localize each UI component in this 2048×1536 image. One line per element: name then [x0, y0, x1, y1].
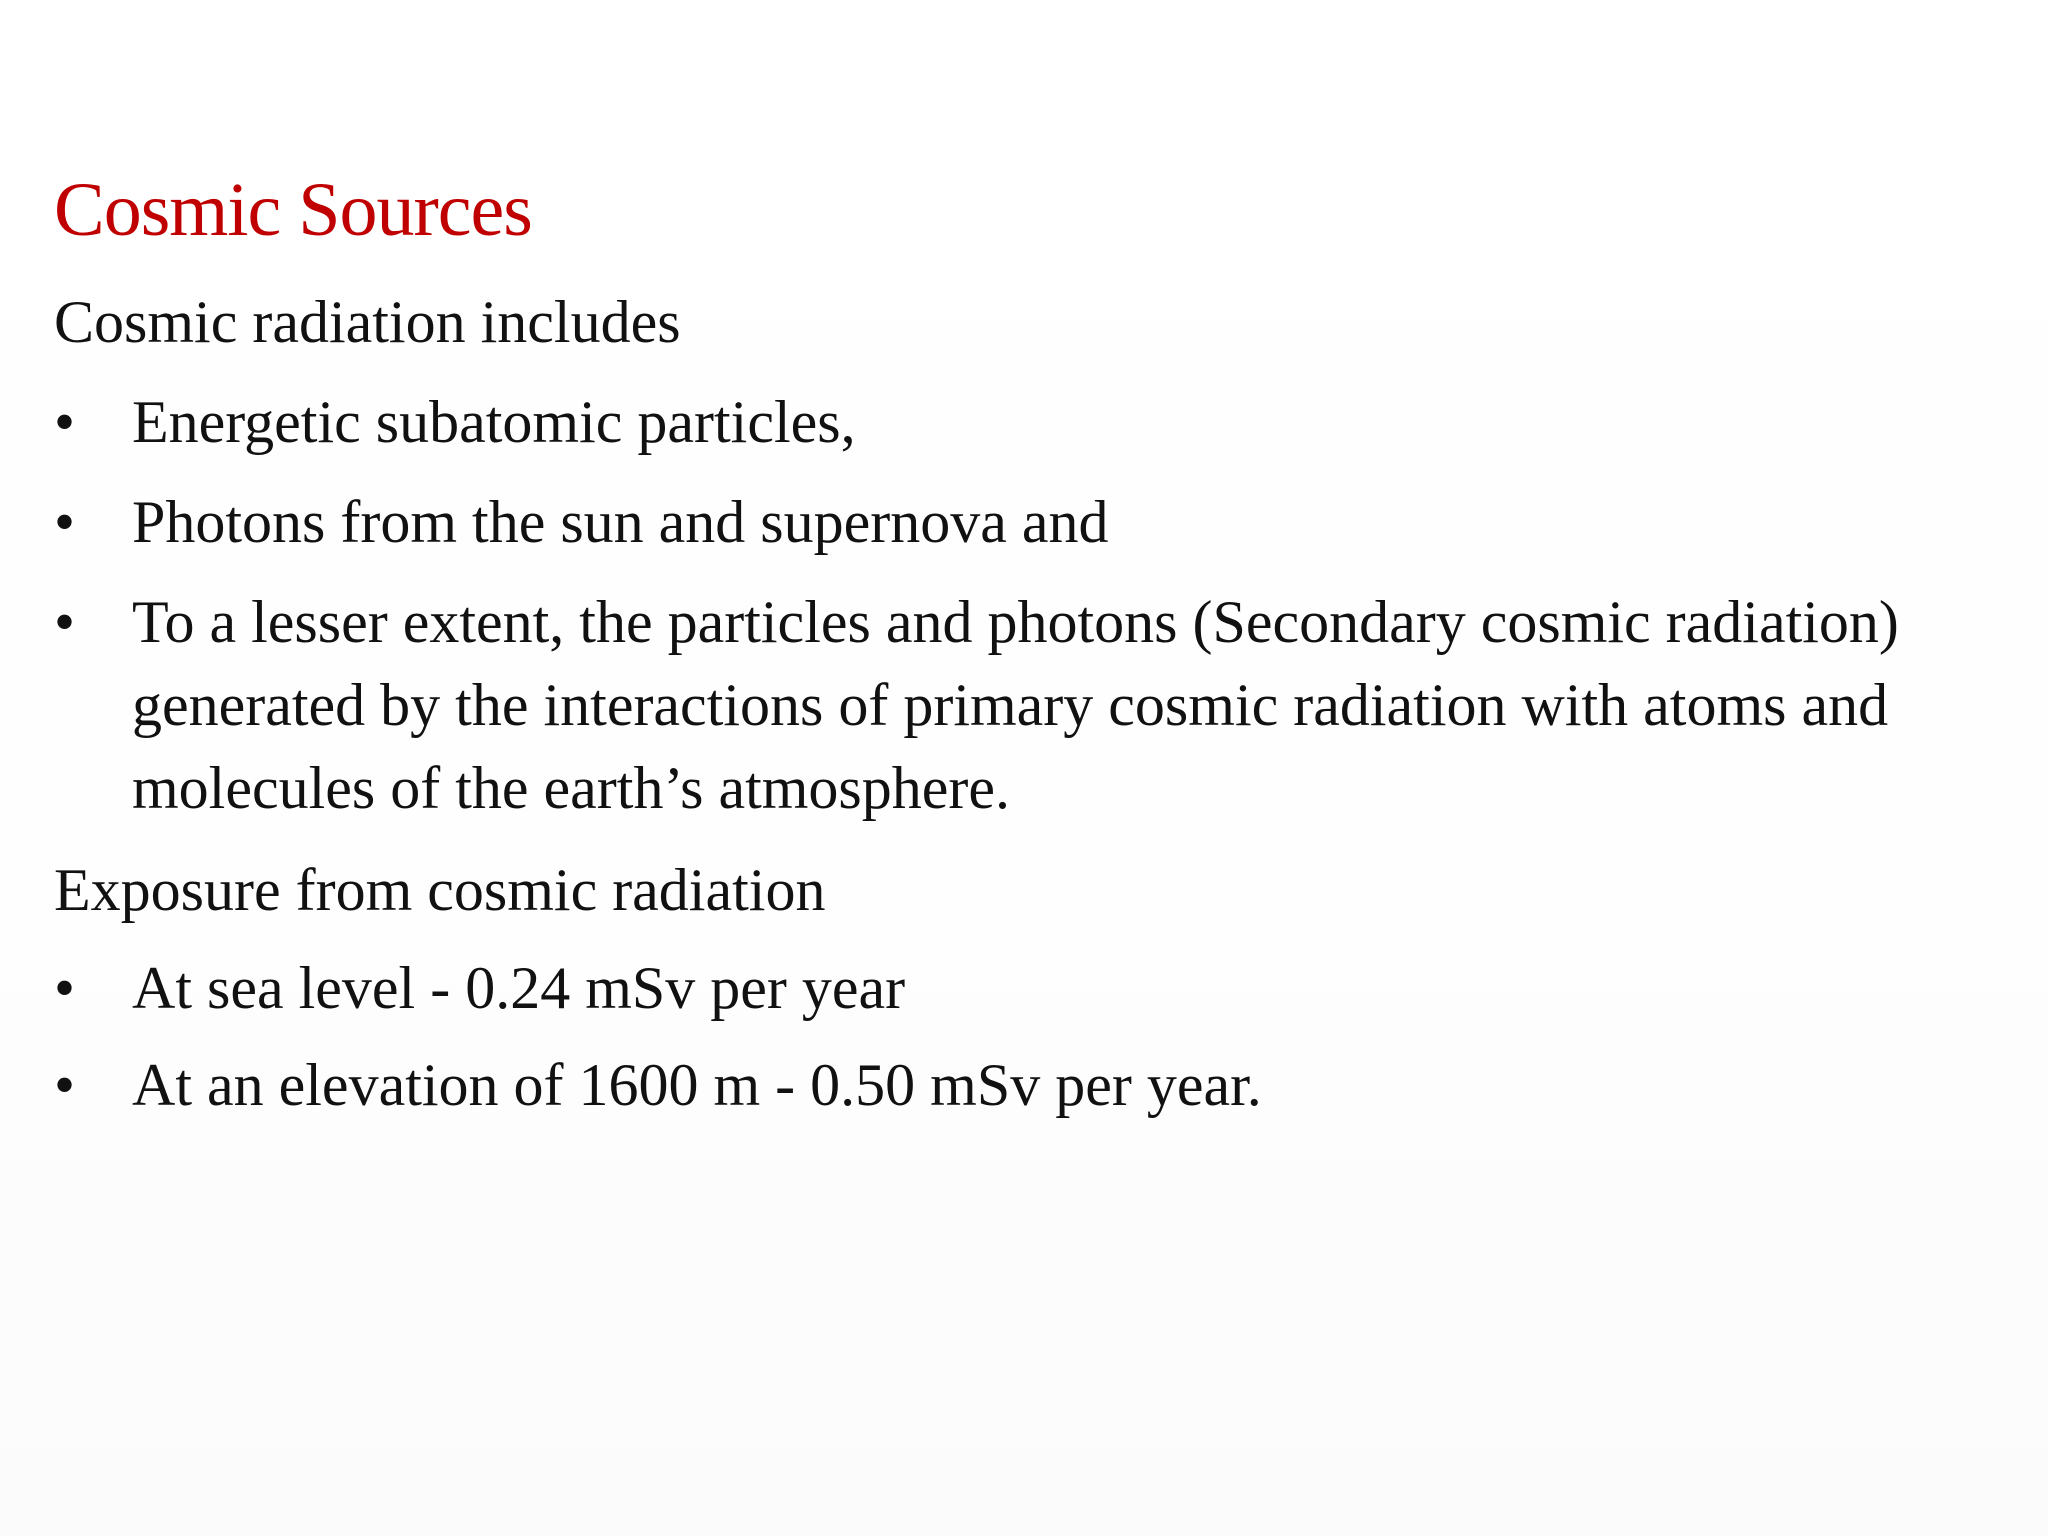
bullet-icon: •: [54, 389, 76, 455]
bullet-icon: •: [54, 955, 76, 1021]
intro-text: Cosmic radiation includes: [54, 289, 681, 355]
bullet-icon: •: [54, 1052, 76, 1118]
slide-title: Cosmic Sources: [54, 168, 532, 252]
exposure-heading: Exposure from cosmic radiation: [54, 857, 826, 923]
list-item-text: At sea level - 0.24 mSv per year: [132, 955, 906, 1021]
list-item-text: At an elevation of 1600 m - 0.50 mSv per year.: [132, 1052, 1262, 1118]
list-item-text: Energetic subatomic particles,: [132, 389, 856, 455]
list-item-text: To a lesser extent, the particles and photons (Secondary cosmic radiation) generated by the interactions of primary cosmic radiation with atoms and molecules of the earth’s atmosphere.: [132, 589, 1899, 821]
bullet-icon: •: [54, 489, 76, 555]
list-item-text: Photons from the sun and supernova and: [132, 489, 1109, 555]
bullet-icon: •: [54, 589, 76, 655]
